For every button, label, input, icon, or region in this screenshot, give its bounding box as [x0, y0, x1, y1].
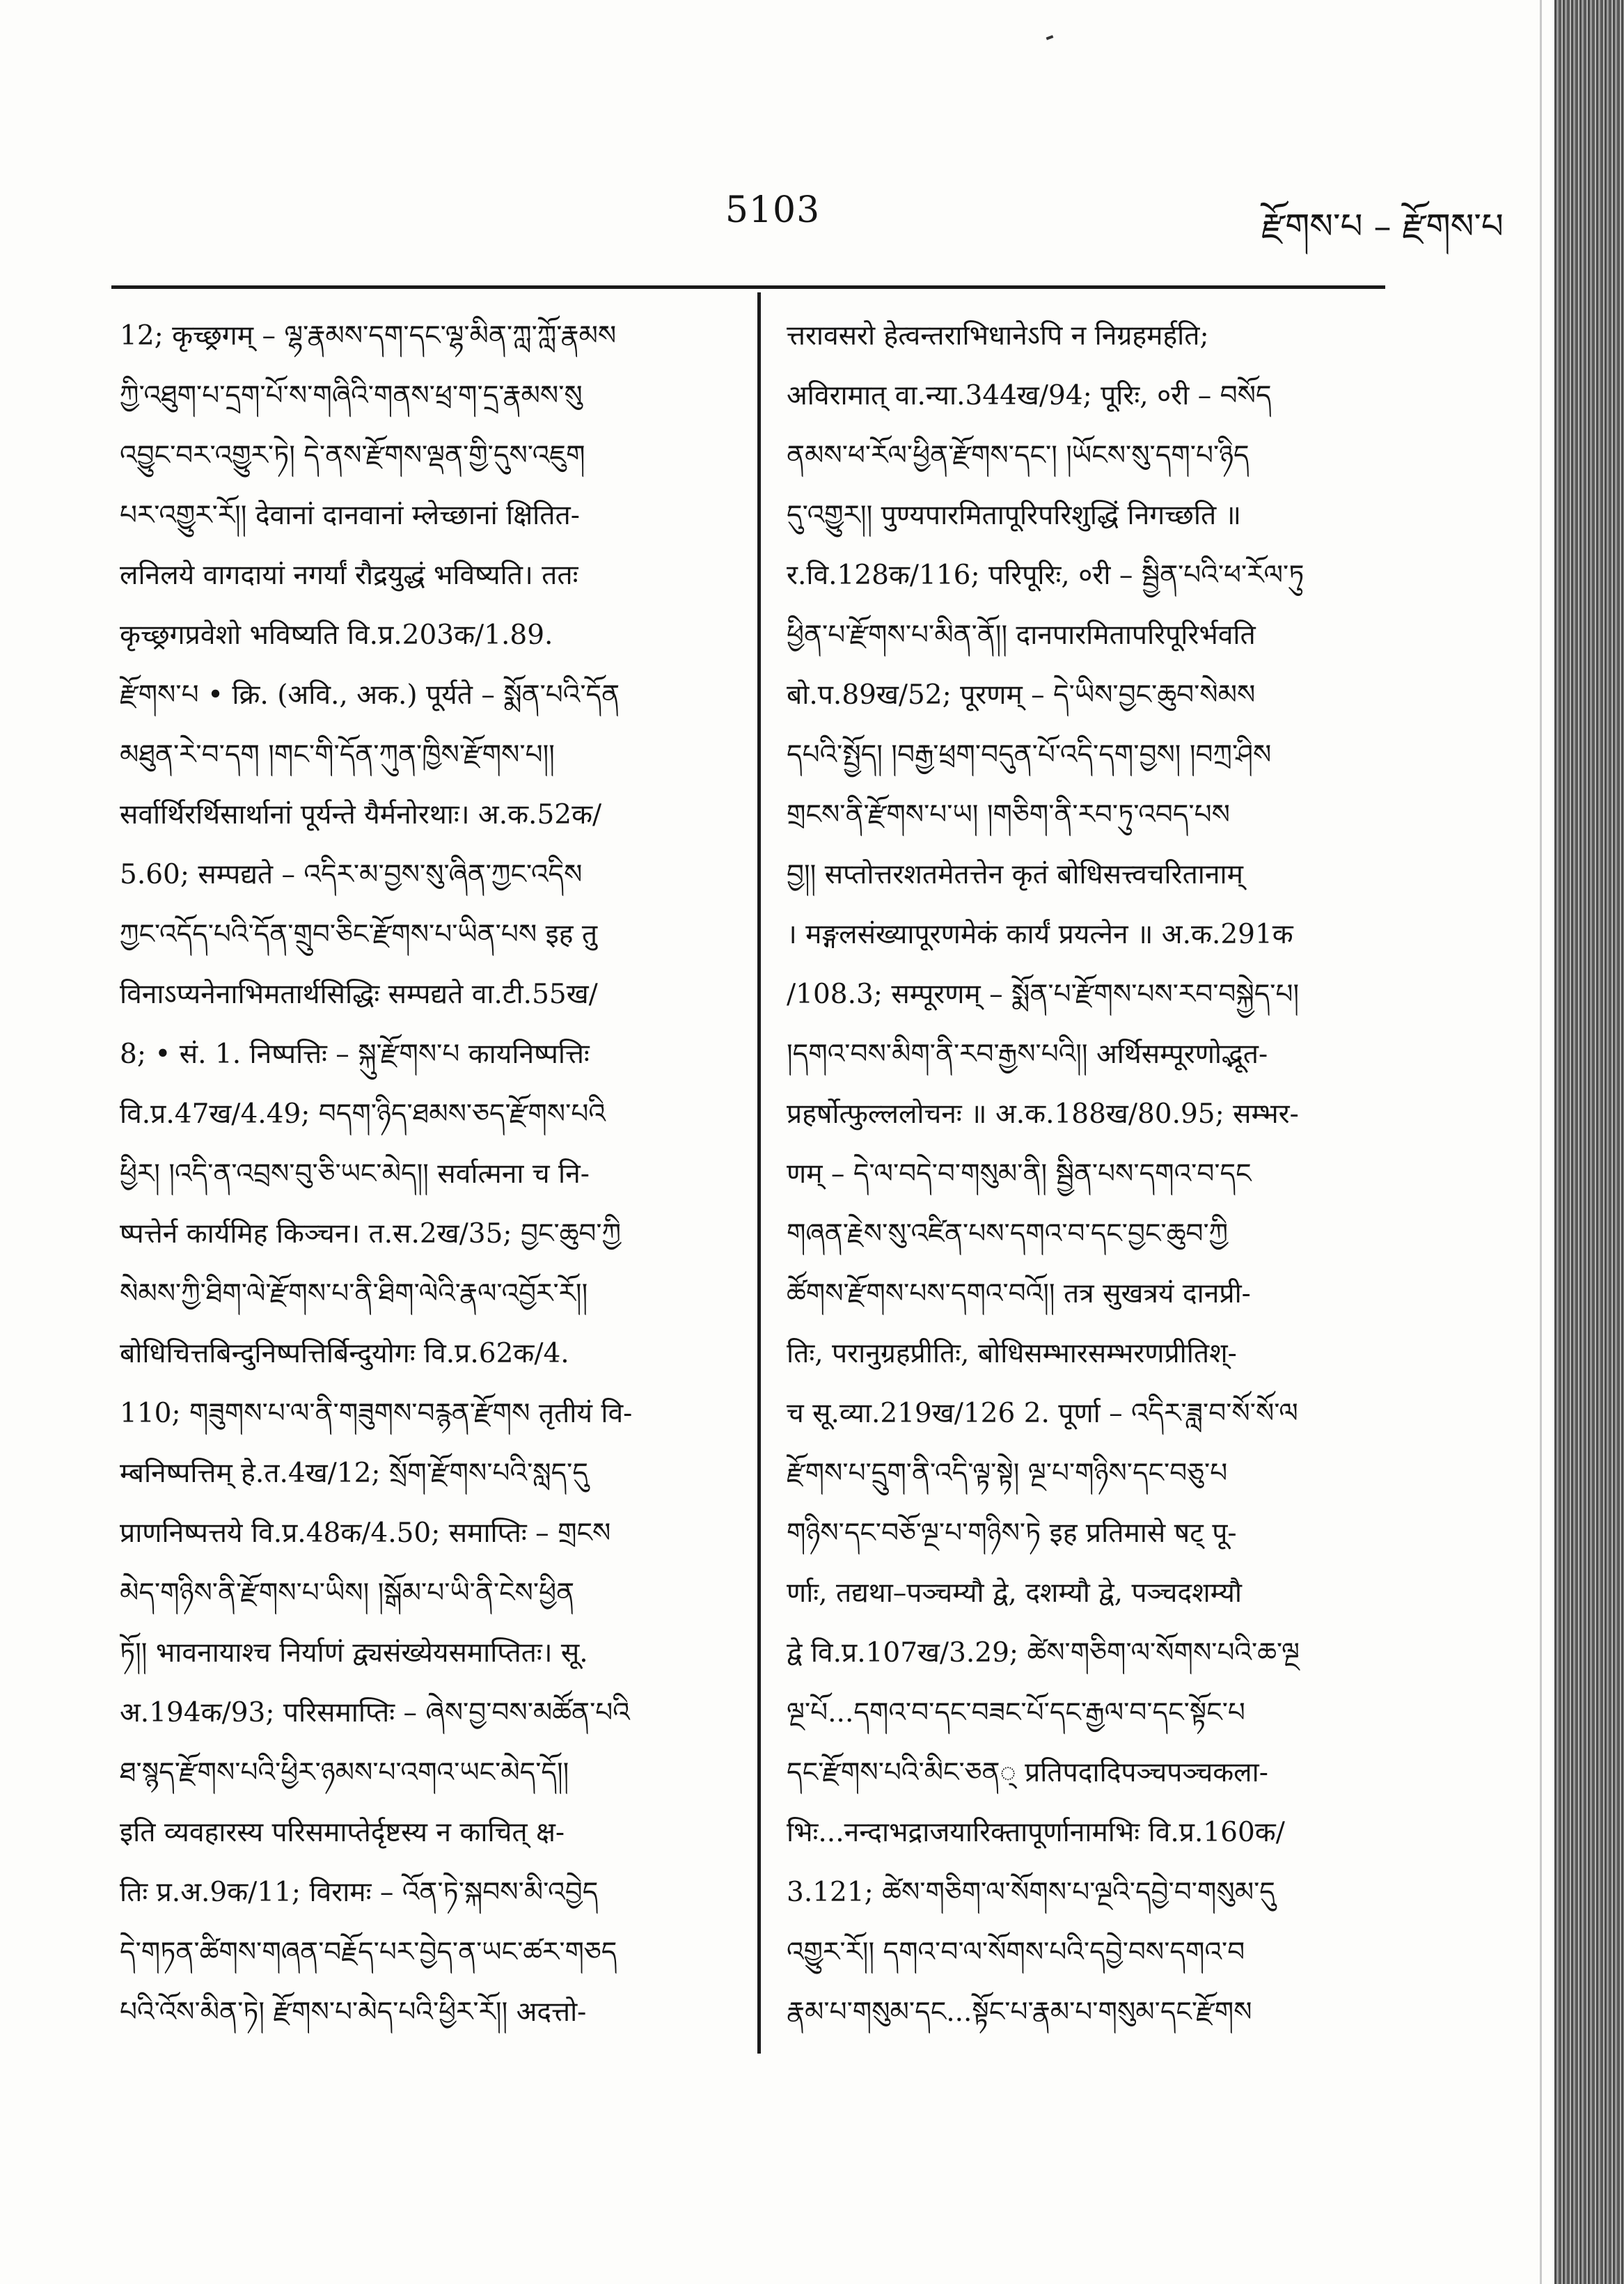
dictionary-line: ལྔ་པོ...དགའ་བ་དང་བཟང་པོ་དང་རྒྱལ་བ་དང་སྟོང་པ [787, 1697, 1245, 1728]
dictionary-line: /108.3; सम्पूरणम् – སྨོན་པ་རྫོགས་པས་རབ་བསྐྱེད་པ། [787, 979, 1300, 1010]
dictionary-line: དང་རྫོགས་པའི་མིང་ཅན् प्रतिपदादिपञ्चपञ्चकला- [787, 1757, 1268, 1788]
dictionary-line: च सू.व्या.219ख/126 2. पूर्णा – འདིར་ཟླ་བ་སོ་སོ་ལ [787, 1398, 1298, 1429]
dictionary-line: 12; कृच्छ्रगम् – ལྷ་རྣམས་དག་དང་ལྷ་མིན་ཀླ་ཀློ་རྣམས [120, 320, 617, 352]
dictionary-line: सर्वार्थिरर्थिसार्थानां पूर्यन्ते यैर्मनोरथाः। अ.क.52क/ [120, 799, 602, 830]
column-divider [757, 292, 761, 2054]
dictionary-line: བྱ།། सप्तोत्तरशतमेतत्तेन कृतं बोधिसत्त्वचरितानाम् [787, 859, 1243, 890]
dictionary-line: 8; • सं. 1. निष्पत्तिः – སྐུ་རྫོགས་པ कायनिष्पत्तिः [120, 1039, 590, 1070]
dictionary-line: तिः, परानुग्रहप्रीतिः, बोधिसम्भारसम्भरणप्रीतिश्- [787, 1338, 1237, 1369]
dictionary-line: ཕྱིར། །འདི་ན་འབྲས་བུ་ཅི་ཡང་མེད།། सर्वात्मना च नि- [120, 1158, 590, 1190]
dictionary-line: ནམས་ཕ་རོལ་ཕྱིན་རྫོགས་དང་། །ཡོངས་སུ་དག་པ་ཉིད [787, 440, 1249, 471]
dictionary-line: तिः प्र.अ.9क/11; विरामः – འོན་ཏེ་སྐབས་མི་འབྱེད [120, 1877, 599, 1908]
dictionary-line: बो.प.89ख/52; पूरणम् – དེ་ཡིས་བྱང་ཆུབ་སེམས [787, 679, 1256, 711]
dictionary-line: འགྱུར་རོ།། དགའ་བ་ལ་སོགས་པའི་དབྱེ་བས་དགའ་བ [787, 1937, 1245, 1968]
dictionary-line: भिः...नन्दाभद्राजयारिक्तापूर्णानामभिः वि.प्र.160क/ [787, 1817, 1285, 1848]
dictionary-line: णम् – དེ་ལ་བདེ་བ་གསུམ་ནི། སྦྱིན་པས་དགའ་བ་དང [787, 1158, 1252, 1190]
dictionary-line: प्रहर्षोत्फुल्ललोचनः ॥ अ.क.188ख/80.95; सम्भर- [787, 1098, 1299, 1130]
scan-edge-line [1540, 0, 1542, 2284]
dictionary-line: །དགའ་བས་མིག་ནི་རབ་རྒྱས་པའི།། अर्थिसम्पूरणोद्भूत- [787, 1039, 1268, 1070]
dictionary-line: རྫོགས་པ • क्रि. (अवि., अक.) पूर्यते – སྨོན་པའི་དོན [120, 679, 620, 711]
dictionary-line: ष्पत्तेर्न कार्यमिह किञ्चन। त.स.2ख/35; བྱང་ཆུབ་ཀྱི [120, 1218, 622, 1250]
scan-edge-shadow [1554, 0, 1624, 2284]
dictionary-line: 3.121; ཚེས་གཅིག་ལ་སོགས་པ་ལྔའི་དབྱེ་བ་གསུམ་དུ [787, 1877, 1275, 1908]
dictionary-line: र.वि.128क/116; परिपूरिः, ०री – སྦྱིན་པའི་ཕ་རོལ་ཏུ [787, 560, 1304, 591]
dictionary-line: र्णाः, तद्यथा–पञ्चम्यौ द्वे, दशम्यौ द्वे, पञ्चदशम्यौ [787, 1577, 1242, 1609]
dictionary-line: གཞན་རྗེས་སུ་འཛིན་པས་དགའ་བ་དང་བྱང་ཆུབ་ཀྱི [787, 1218, 1229, 1250]
dictionary-line: མེད་གཉིས་ནི་རྫོགས་པ་ཡིས། །སྒོམ་པ་ཡི་ནི་ངེས་ཕྱིན [120, 1577, 575, 1609]
dictionary-line: ཀྱི་འཐུག་པ་དྲག་པོ་ས་གཞིའི་གནས་ཕྲ་ག་དྲ་རྣམས་སུ [120, 380, 583, 411]
left-column [120, 306, 746, 2042]
dictionary-line: སེམས་ཀྱི་ཐིག་ལེ་རྫོགས་པ་ནི་ཐིག་ལེའི་རྣལ་འབྱོར་རོ།། [120, 1278, 588, 1309]
dictionary-line: । मङ्गलसंख्यापूरणमेकं कार्यं प्रयत्नेन ॥ अ.क.291क [787, 919, 1293, 950]
dictionary-line: प्राणनिष्पत्तये वि.प्र.48क/4.50; समाप्तिः – གྲངས [120, 1518, 611, 1549]
dictionary-line: ཏོ།། भावनायाश्च निर्याणं द्व्यसंख्येयसमाप्तितः। सू. [120, 1637, 588, 1669]
scan-speck [1046, 35, 1054, 40]
dictionary-line: अविरामात् वा.न्या.344ख/94; पूरिः, ०री – བསོད [787, 380, 1272, 411]
dictionary-line: གཉིས་དང་བཅོ་ལྔ་པ་གཉིས་ཏེ इह प्रतिमासे षट् पू- [787, 1518, 1237, 1549]
dictionary-line: འབྱུང་བར་འགྱུར་ཏེ། དེ་ནས་རྫོགས་ལྡན་གྱི་དུས་འཇུག [120, 440, 585, 471]
header-rule [111, 285, 1385, 289]
dictionary-line: དུ་འགྱུར།། पुण्यपारमितापूरिपरिशुद्धिं निगच्छति ॥ [787, 500, 1241, 531]
dictionary-line: ཀྱང་འདོད་པའི་དོན་གྲུབ་ཅིང་རྫོགས་པ་ཡིན་པས इह तु [120, 919, 598, 950]
dictionary-line: अ.194क/93; परिसमाप्तिः – ཞེས་བྱ་བས་མཚོན་པའི [120, 1697, 630, 1728]
dictionary-line: बोधिचित्तबिन्दुनिष्पत्तिर्बिन्दुयोगः वि.प्र.62क/4. [120, 1338, 569, 1369]
dictionary-line: 110; གཟུགས་པ་ལ་ནི་གཟུགས་བརྙན་རྫོགས तृतीयं वि- [120, 1398, 633, 1429]
dictionary-line: इति व्यवहारस्य परिसमाप्तेर्दृष्टस्य न काचित् क्ष- [120, 1817, 565, 1848]
dictionary-line: वि.प्र.47ख/4.49; བདག་ཉིད་ཐམས་ཅད་རྫོགས་པའི [120, 1098, 606, 1130]
dictionary-line: ཚོགས་རྫོགས་པས་དགའ་བའོ།། तत्र सुखत्रयं दानप्री- [787, 1278, 1251, 1309]
right-column [787, 306, 1413, 2042]
dictionary-line: ཐ་སྙད་རྫོགས་པའི་ཕྱིར་ཉམས་པ་འགའ་ཡང་མེད་དོ།། [120, 1757, 569, 1788]
dictionary-line: त्तरावसरो हेत्वन्तराभिधानेऽपि न निग्रहमर्हति; [787, 320, 1209, 352]
dictionary-line: 5.60; सम्पद्यते – འདིར་མ་བྱས་སུ་ཞིན་ཀྱང་འདིས [120, 859, 583, 890]
dictionary-line: རྣམ་པ་གསུམ་དང...སྟོང་པ་རྣམ་པ་གསུམ་དང་རྫོགས [787, 1996, 1252, 2028]
running-head: རྫོགས་པ – རྫོགས་པ [1261, 206, 1504, 246]
page-number: 5103 [725, 189, 821, 231]
dictionary-line: द्वे वि.प्र.107ख/3.29; ཚེས་གཅིག་ལ་སོགས་པའི་ཆ་ལྔ [787, 1637, 1300, 1669]
dictionary-line: विनाऽप्यनेनाभिमतार्थसिद्धिः सम्पद्यते वा.टी.55ख/ [120, 979, 598, 1010]
dictionary-line: लनिलये वागदायां नगर्यां रौद्रयुद्धं भविष्यति। ततः [120, 560, 578, 591]
dictionary-line: དཔའི་སྤྱོད། །བརྒྱ་ཕྲག་བདུན་པོ་འདི་དག་བྱས། །བཀྲ་ཤིས [787, 739, 1272, 771]
dictionary-line: པར་འགྱུར་རོ།། देवानां दानवानां म्लेच्छानां क्षितित- [120, 500, 580, 531]
dictionary-line: कृच्छ्रगप्रवेशो भविष्यति वि.प्र.203क/1.89. [120, 620, 553, 651]
dictionary-line: म्बनिष्पत्तिम् हे.त.4ख/12; སྲོག་རྫོགས་པའི་སླད་དུ [120, 1458, 588, 1489]
dictionary-line: གྲངས་ནི་རྫོགས་པ་ཡ། །གཅིག་ནི་རབ་ཏུ་འབད་པས [787, 799, 1230, 830]
dictionary-line: རྫོགས་པ་དྲུག་ནི་འདི་ལྟ་སྟེ། ལྔ་པ་གཉིས་དང་བཅུ་པ [787, 1458, 1228, 1489]
dictionary-line: དེ་གཏན་ཚིགས་གཞན་བརྗོད་པར་བྱེད་ན་ཡང་ཚར་གཅད [120, 1937, 617, 1968]
dictionary-line: མཐུན་རེ་བ་དག །གང་གི་དོན་ཀུན་ཁྱིས་རྫོགས་པ།། [120, 739, 555, 771]
dictionary-line: ཕྱིན་པ་རྫོགས་པ་མིན་ནོ།། दानपारमितापरिपूरिर्भवति [787, 620, 1256, 651]
dictionary-line: པའི་འོས་མིན་ཏེ། རྫོགས་པ་མེད་པའི་ཕྱིར་རོ།། अदत्तो- [120, 1996, 587, 2028]
